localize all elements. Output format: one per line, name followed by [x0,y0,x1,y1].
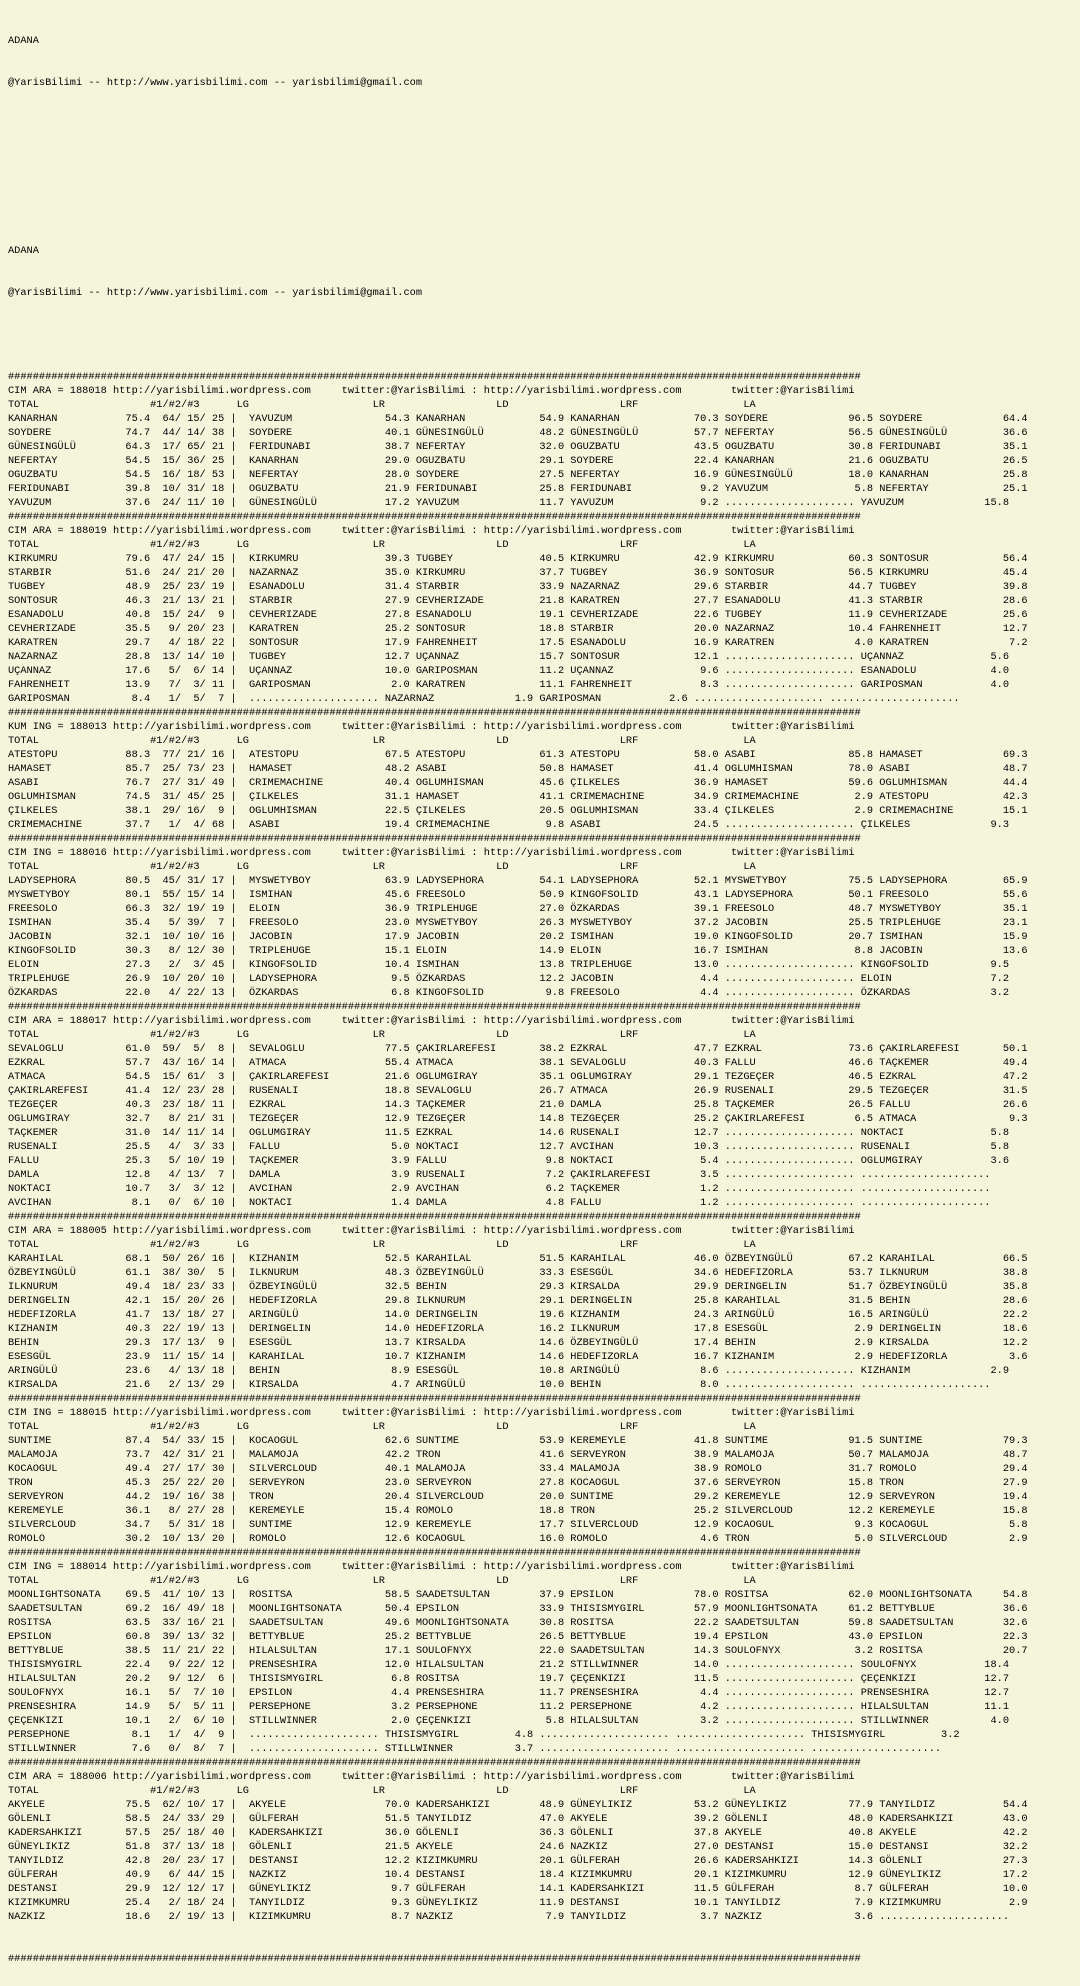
contact-line: @YarisBilimi -- http://www.yarisbilimi.com -- yarisbilimi@gmail.com [8,287,423,299]
column-header: TOTAL #1/#2/#3 LG LR LD LRF LA [8,1421,756,1433]
separator-line: ########################################################################################################################################## [8,1393,861,1405]
horse-row: KIRKUMRU 79.6 47/ 24/ 15 | KIRKUMRU 39.3 TUGBEY 40.5 KIRKUMRU 42.9 KIRKUMRU 60.3 SONTOSUR 56.4 [8,553,1028,565]
horse-row: KANARHAN 75.4 64/ 15/ 25 | YAVUZUM 54.3 KANARHAN 54.9 KANARHAN 70.3 SOYDERE 96.5 SOYDERE 64.4 [8,413,1028,425]
race-title: CIM ARA = 188019 http://yarisbilimi.wordpress.com twitter:@YarisBilimi : http://yarisbilimi.wordpress.com twitter:@YarisBilimi [8,525,855,537]
horse-row: OGLUMHISMAN 74.5 31/ 45/ 25 | ÇILKELES 31.1 HAMASET 41.1 CRIMEMACHINE 34.9 CRIMEMACHINE 2.9 ATESTOPU 42.3 [8,791,1028,803]
horse-row: ROMOLO 30.2 10/ 13/ 20 | ROMOLO 12.6 KOCAOGUL 16.0 ROMOLO 4.6 TRON 5.0 SILVERCLOUD 2.9 [8,1533,1028,1545]
race-title: KUM ING = 188013 http://yarisbilimi.wordpress.com twitter:@YarisBilimi : http://yarisbilimi.wordpress.com twitter:@YarisBilimi [8,721,855,733]
horse-row: BEHIN 29.3 17/ 13/ 9 | ESESGÜL 13.7 KIRSALDA 14.6 ÖZBEYINGÜLÜ 17.4 BEHIN 2.9 KIRSALDA 12.2 [8,1337,1028,1349]
horse-row: NAZKIZ 18.6 2/ 19/ 13 | KIZIMKUMRU 8.7 NAZKIZ 7.9 TANYILDIZ 3.7 NAZKIZ 3.6 ..................... [8,1911,1010,1923]
race-title: CIM ARA = 188006 http://yarisbilimi.wordpress.com twitter:@YarisBilimi : http://yarisbilimi.wordpress.com twitter:@YarisBilimi [8,1771,855,1783]
horse-row: SOYDERE 74.7 44/ 14/ 38 | SOYDERE 40.1 GÜNESINGÜLÜ 48.2 GÜNESINGÜLÜ 57.7 NEFERTAY 56.5 GÜNESINGÜLÜ 36.6 [8,427,1028,439]
race-title: CIM ING = 188015 http://yarisbilimi.wordpress.com twitter:@YarisBilimi : http://yarisbilimi.wordpress.com twitter:@YarisBilimi [8,1407,855,1419]
horse-row: SEVALOGLU 61.0 59/ 5/ 8 | SEVALOGLU 77.5 ÇAKIRLAREFESI 38.2 EZKRAL 47.7 EZKRAL 73.6 ÇAKIRLAREFESI 50.1 [8,1043,1028,1055]
separator-line: ########################################################################################################################################## [8,371,861,383]
horse-row: TRIPLEHUGE 26.9 10/ 20/ 10 | LADYSEPHORA 9.5 ÖZKARDAS 12.2 JACOBIN 4.4 ..................... ELOIN 7.2 [8,973,1010,985]
horse-row: PRENSESHIRA 14.9 5/ 5/ 11 | PERSEPHONE 3.2 PERSEPHONE 11.2 PERSEPHONE 4.2 ..................... HILALSULTAN 11.1 [8,1701,1010,1713]
column-header: TOTAL #1/#2/#3 LG LR LD LRF LA [8,399,756,411]
horse-row: KIZHANIM 40.3 22/ 19/ 13 | DERINGELIN 14.0 HEDEFIZORLA 16.2 ILKNURUM 17.8 ESESGÜL 2.9 DERINGELIN 18.6 [8,1323,1028,1335]
column-header: TOTAL #1/#2/#3 LG LR LD LRF LA [8,539,756,551]
column-header: TOTAL #1/#2/#3 LG LR LD LRF LA [8,1029,756,1041]
horse-row: KADERSAHKIZI 57.5 25/ 18/ 40 | KADERSAHKIZI 36.0 GÖLENLI 36.3 GÖLENLI 37.8 AKYELE 40.8 AKYELE 42.2 [8,1827,1028,1839]
horse-row: EPSILON 60.8 39/ 13/ 32 | BETTYBLUE 25.2 BETTYBLUE 26.5 BETTYBLUE 19.4 EPSILON 43.0 EPSILON 22.3 [8,1631,1028,1643]
horse-row: ESESGÜL 23.9 11/ 15/ 14 | KARAHILAL 10.7 KIZHANIM 14.6 HEDEFIZORLA 16.7 KIZHANIM 2.9 HEDEFIZORLA 3.6 [8,1351,1028,1363]
city-title: ADANA [8,245,39,257]
horse-row: HEDEFIZORLA 41.7 13/ 18/ 27 | ARINGÜLÜ 14.0 DERINGELIN 19.6 KIZHANIM 24.3 ARINGÜLÜ 16.5 ARINGÜLÜ 22.2 [8,1309,1028,1321]
separator-line: ########################################################################################################################################## [8,1757,861,1769]
horse-row: LADYSEPHORA 80.5 45/ 31/ 17 | MYSWETYBOY 63.9 LADYSEPHORA 54.1 LADYSEPHORA 52.1 MYSWETYBOY 75.5 LADYSEPHORA 65.9 [8,875,1028,887]
horse-row: ÇILKELES 38.1 29/ 16/ 9 | OGLUMHISMAN 22.5 ÇILKELES 20.5 OGLUMHISMAN 33.4 ÇILKELES 2.9 CRIMEMACHINE 15.1 [8,805,1028,817]
horse-row: CEVHERIZADE 35.5 9/ 20/ 23 | KARATREN 25.2 SONTOSUR 18.8 STARBIR 20.0 NAZARNAZ 10.4 FAHRENHEIT 12.7 [8,623,1028,635]
horse-row: ÇEÇENKIZI 10.1 2/ 6/ 10 | STILLWINNER 2.0 ÇEÇENKIZI 5.8 HILALSULTAN 3.2 ..................... STILLWINNER 4.0 [8,1715,1010,1727]
horse-row: JACOBIN 32.1 10/ 10/ 16 | JACOBIN 17.9 JACOBIN 20.2 ISMIHAN 19.0 KINGOFSOLID 20.7 ISMIHAN 15.9 [8,931,1028,943]
horse-row: ILKNURUM 49.4 18/ 23/ 33 | ÖZBEYINGÜLÜ 32.5 BEHIN 29.3 KIRSALDA 29.9 DERINGELIN 51.7 ÖZBEYINGÜLÜ 35.8 [8,1281,1028,1293]
horse-row: ATESTOPU 88.3 77/ 21/ 16 | ATESTOPU 67.5 ATESTOPU 61.3 ATESTOPU 58.0 ASABI 85.8 HAMASET 69.3 [8,749,1028,761]
separator-line: ########################################################################################################################################## [8,707,861,719]
horse-row: AVCIHAN 8.1 0/ 6/ 10 | NOKTACI 1.4 DAMLA 4.8 FALLU 1.2 ..................... ..................... [8,1197,991,1209]
horse-row: GARIPOSMAN 8.4 1/ 5/ 7 | ..................... NAZARNAZ 1.9 GARIPOSMAN 2.6 ..................... ..................... [8,693,960,705]
horse-row: KARATREN 29.7 4/ 18/ 22 | SONTOSUR 17.9 FAHRENHEIT 17.5 ESANADOLU 16.9 KARATREN 4.0 KARATREN 7.2 [8,637,1028,649]
horse-row: ATMACA 54.5 15/ 61/ 3 | ÇAKIRLAREFESI 21.6 OGLUMGIRAY 35.1 OGLUMGIRAY 29.1 TEZGEÇER 46.5 EZKRAL 47.2 [8,1071,1028,1083]
horse-row: MOONLIGHTSONATA 69.5 41/ 10/ 13 | ROSITSA 58.5 SAADETSULTAN 37.9 EPSILON 78.0 ROSITSA 62.0 MOONLIGHTSONATA 54.8 [8,1589,1028,1601]
horse-row: EZKRAL 57.7 43/ 16/ 14 | ATMACA 55.4 ATMACA 38.1 SEVALOGLU 40.3 FALLU 46.6 TAÇKEMER 49.4 [8,1057,1028,1069]
race-title: CIM ARA = 188017 http://yarisbilimi.wordpress.com twitter:@YarisBilimi : http://yarisbilimi.wordpress.com twitter:@YarisBilimi [8,1015,855,1027]
contact-line: @YarisBilimi -- http://www.yarisbilimi.com -- yarisbilimi@gmail.com [8,77,423,89]
separator-line: ########################################################################################################################################## [8,511,861,523]
horse-row: THISISMYGIRL 22.4 9/ 22/ 12 | PRENSESHIRA 12.0 HILALSULTAN 21.2 STILLWINNER 14.0 ..................... SOULOFNYX 18.4 [8,1659,1010,1671]
race-title: CIM ING = 188016 http://yarisbilimi.wordpress.com twitter:@YarisBilimi : http://yarisbilimi.wordpress.com twitter:@YarisBilimi [8,847,855,859]
separator-line: ########################################################################################################################################## [8,833,861,845]
horse-row: KARAHILAL 68.1 50/ 26/ 16 | KIZHANIM 52.5 KARAHILAL 51.5 KARAHILAL 46.0 ÖZBEYINGÜLÜ 67.2 KARAHILAL 66.5 [8,1253,1028,1265]
horse-row: OGLUMGIRAY 32.7 8/ 21/ 31 | TEZGEÇER 12.9 TEZGEÇER 14.8 TEZGEÇER 25.2 ÇAKIRLAREFESI 6.5 ATMACA 9.3 [8,1113,1028,1125]
race-title: CIM ARA = 188018 http://yarisbilimi.wordpress.com twitter:@YarisBilimi : http://yarisbilimi.wordpress.com twitter:@YarisBilimi [8,385,855,397]
horse-row: KINGOFSOLID 30.3 8/ 12/ 30 | TRIPLEHUGE 15.1 ELOIN 14.9 ELOIN 16.7 ISMIHAN 8.8 JACOBIN 13.6 [8,945,1028,957]
horse-row: GÜNESINGÜLÜ 64.3 17/ 65/ 21 | FERIDUNABI 38.7 NEFERTAY 32.0 OGUZBATU 43.5 OGUZBATU 30.8 FERIDUNABI 35.1 [8,441,1028,453]
horse-row: MYSWETYBOY 80.1 55/ 15/ 14 | ISMIHAN 45.6 FREESOLO 50.9 KINGOFSOLID 43.1 LADYSEPHORA 50.1 FREESOLO 55.6 [8,889,1028,901]
blank-line [8,160,1072,174]
race-title: CIM ING = 188014 http://yarisbilimi.wordpress.com twitter:@YarisBilimi : http://yarisbilimi.wordpress.com twitter:@YarisBilimi [8,1561,855,1573]
horse-row: SOULOFNYX 16.1 5/ 7/ 10 | EPSILON 4.4 PRENSESHIRA 11.7 PRENSESHIRA 4.4 ..................... PRENSESHIRA 12.7 [8,1687,1010,1699]
column-header: TOTAL #1/#2/#3 LG LR LD LRF LA [8,1785,756,1797]
horse-row: CRIMEMACHINE 37.7 1/ 4/ 68 | ASABI 19.4 CRIMEMACHINE 9.8 ASABI 24.5 ..................... ÇILKELES 9.3 [8,819,1010,831]
horse-row: MALAMOJA 73.7 42/ 31/ 21 | MALAMOJA 42.2 TRON 41.6 SERVEYRON 38.9 MALAMOJA 50.7 MALAMOJA 48.7 [8,1449,1028,1461]
horse-row: FREESOLO 66.3 32/ 19/ 19 | ELOIN 36.9 TRIPLEHUGE 27.0 ÖZKARDAS 39.1 FREESOLO 48.7 MYSWETYBOY 35.1 [8,903,1028,915]
horse-row: TUGBEY 48.9 25/ 23/ 19 | ESANADOLU 31.4 STARBIR 33.9 NAZARNAZ 29.6 STARBIR 44.7 TUGBEY 39.8 [8,581,1028,593]
horse-row: GÜLFERAH 40.9 6/ 44/ 15 | NAZKIZ 10.4 DESTANSI 18.4 KIZIMKUMRU 20.1 KIZIMKUMRU 12.9 GÜNEYLIKIZ 17.2 [8,1869,1028,1881]
horse-row: KIZIMKUMRU 25.4 2/ 18/ 24 | TANYILDIZ 9.3 GÜNEYLIKIZ 11.9 DESTANSI 10.1 TANYILDIZ 7.9 KIZIMKUMRU 2.9 [8,1897,1028,1909]
horse-row: DAMLA 12.8 4/ 13/ 7 | DAMLA 3.9 RUSENALI 7.2 ÇAKIRLAREFESI 3.5 ..................... ..................... [8,1169,991,1181]
horse-row: KIRSALDA 21.6 2/ 13/ 29 | KIRSALDA 4.7 ARINGÜLÜ 10.0 BEHIN 8.0 ..................... ..................... [8,1379,991,1391]
horse-row: ÖZBEYINGÜLÜ 61.1 38/ 30/ 5 | ILKNURUM 48.3 ÖZBEYINGÜLÜ 33.3 ESESGÜL 34.6 HEDEFIZORLA 53.7 ILKNURUM 38.8 [8,1267,1028,1279]
horse-row: AKYELE 75.5 62/ 10/ 17 | AKYELE 70.0 KADERSAHKIZI 48.9 GÜNEYLIKIZ 53.2 GÜNEYLIKIZ 77.9 TANYILDIZ 54.4 [8,1799,1028,1811]
horse-row: UÇANNAZ 17.6 5/ 6/ 14 | UÇANNAZ 10.0 GARIPOSMAN 11.2 UÇANNAZ 9.6 ..................... ESANADOLU 4.0 [8,665,1010,677]
horse-row: ÖZKARDAS 22.0 4/ 22/ 13 | ÖZKARDAS 6.8 KINGOFSOLID 9.8 FREESOLO 4.4 ..................... ÖZKARDAS 3.2 [8,987,1010,999]
blank-line [8,202,1072,216]
horse-row: SILVERCLOUD 34.7 5/ 31/ 18 | SUNTIME 12.9 KEREMEYLE 17.7 SILVERCLOUD 12.9 KOCAOGUL 9.3 KOCAOGUL 5.8 [8,1519,1028,1531]
horse-row: FERIDUNABI 39.8 10/ 31/ 18 | OGUZBATU 21.9 FERIDUNABI 25.8 FERIDUNABI 9.2 YAVUZUM 5.8 NEFERTAY 25.1 [8,483,1028,495]
separator-line: ########################################################################################################################################## [8,1547,861,1559]
horse-row: ASABI 76.7 27/ 31/ 49 | CRIMEMACHINE 40.4 OGLUMHISMAN 45.6 ÇILKELES 36.9 HAMASET 59.6 OGLUMHISMAN 44.4 [8,777,1028,789]
horse-row: ESANADOLU 40.8 15/ 24/ 9 | CEVHERIZADE 27.8 ESANADOLU 19.1 CEVHERIZADE 22.6 TUGBEY 11.9 CEVHERIZADE 25.6 [8,609,1028,621]
horse-row: RUSENALI 25.5 4/ 3/ 33 | FALLU 5.0 NOKTACI 12.7 AVCIHAN 10.3 ..................... RUSENALI 5.8 [8,1141,1010,1153]
horse-row: TEZGEÇER 40.3 23/ 18/ 11 | EZKRAL 14.3 TAÇKEMER 21.0 DAMLA 25.8 TAÇKEMER 26.5 FALLU 26.6 [8,1099,1028,1111]
horse-row: DESTANSI 29.9 12/ 12/ 17 | GÜNEYLIKIZ 9.7 GÜLFERAH 14.1 KADERSAHKIZI 11.5 GÜLFERAH 8.7 GÜLFERAH 10.0 [8,1883,1028,1895]
horse-row: TANYILDIZ 42.8 20/ 23/ 17 | DESTANSI 12.2 KIZIMKUMRU 20.1 GÜLFERAH 26.6 KADERSAHKIZI 14.3 GÖLENLI 27.3 [8,1855,1028,1867]
horse-row: DERINGELIN 42.1 15/ 20/ 26 | HEDEFIZORLA 29.8 ILKNURUM 29.1 DERINGELIN 25.8 KARAHILAL 31.5 BEHIN 28.6 [8,1295,1028,1307]
horse-row: GÖLENLI 58.5 24/ 33/ 29 | GÜLFERAH 51.5 TANYILDIZ 47.0 AKYELE 39.2 GÖLENLI 48.0 KADERSAHKIZI 43.0 [8,1813,1028,1825]
horse-row: BETTYBLUE 38.5 11/ 21/ 22 | HILALSULTAN 17.1 SOULOFNYX 22.0 SAADETSULTAN 14.3 SOULOFNYX 3.2 ROSITSA 20.7 [8,1645,1028,1657]
horse-row: FALLU 25.3 5/ 10/ 19 | TAÇKEMER 3.9 FALLU 9.8 NOKTACI 5.4 ..................... OGLUMGIRAY 3.6 [8,1155,1010,1167]
horse-row: ELOIN 27.3 2/ 3/ 45 | KINGOFSOLID 10.4 ISMIHAN 13.8 TRIPLEHUGE 13.0 ..................... KINGOFSOLID 9.5 [8,959,1010,971]
horse-row: HILALSULTAN 20.2 9/ 12/ 6 | THISISMYGIRL 6.8 ROSITSA 19.7 ÇEÇENKIZI 11.5 ..................... ÇEÇENKIZI 12.7 [8,1673,1010,1685]
horse-row: KEREMEYLE 36.1 8/ 27/ 28 | KEREMEYLE 15.4 ROMOLO 18.8 TRON 25.2 SILVERCLOUD 12.2 KEREMEYLE 15.8 [8,1505,1028,1517]
city-title: ADANA [8,35,39,47]
horse-row: NAZARNAZ 28.8 13/ 14/ 10 | TUGBEY 12.7 UÇANNAZ 15.7 SONTOSUR 12.1 ..................... UÇANNAZ 5.6 [8,651,1010,663]
horse-row: NEFERTAY 54.5 15/ 36/ 25 | KANARHAN 29.0 OGUZBATU 29.1 SOYDERE 22.4 KANARHAN 21.6 OGUZBATU 26.5 [8,455,1028,467]
horse-row: ISMIHAN 35.4 5/ 39/ 7 | FREESOLO 23.0 MYSWETYBOY 26.3 MYSWETYBOY 37.2 JACOBIN 25.5 TRIPLEHUGE 23.1 [8,917,1028,929]
horse-row: YAVUZUM 37.6 24/ 11/ 10 | GÜNESINGÜLÜ 17.2 YAVUZUM 11.7 YAVUZUM 9.2 ..................... YAVUZUM 15.8 [8,497,1010,509]
horse-row: ROSITSA 63.5 33/ 16/ 21 | SAADETSULTAN 49.6 MOONLIGHTSONATA 30.8 ROSITSA 22.2 SAADETSULTAN 59.8 SAADETSULTAN 32.6 [8,1617,1028,1629]
column-header: TOTAL #1/#2/#3 LG LR LD LRF LA [8,1239,756,1251]
separator-line: ########################################################################################################################################## [8,1953,861,1965]
horse-row: STILLWINNER 7.6 0/ 8/ 7 | ..................... STILLWINNER 3.7 ..................... ..................... ..................... [8,1743,942,1755]
horse-row: SUNTIME 87.4 54/ 33/ 15 | KOCAOGUL 62.6 SUNTIME 53.9 KEREMEYLE 41.8 SUNTIME 91.5 SUNTIME 79.3 [8,1435,1028,1447]
separator-line: ########################################################################################################################################## [8,1211,861,1223]
horse-row: ÇAKIRLAREFESI 41.4 12/ 23/ 28 | RUSENALI 18.8 SEVALOGLU 26.7 ATMACA 26.9 RUSENALI 29.5 TEZGEÇER 31.5 [8,1085,1028,1097]
horse-row: SAADETSULTAN 69.2 16/ 49/ 18 | MOONLIGHTSONATA 50.4 EPSILON 33.9 THISISMYGIRL 57.9 MOONLIGHTSONATA 61.2 BETTYBLUE 36.6 [8,1603,1028,1615]
column-header: TOTAL #1/#2/#3 LG LR LD LRF LA [8,861,756,873]
horse-row: KOCAOGUL 49.4 27/ 17/ 30 | SILVERCLOUD 40.1 MALAMOJA 33.4 MALAMOJA 38.9 ROMOLO 31.7 ROMOLO 29.4 [8,1463,1028,1475]
horse-row: GÜNEYLIKIZ 51.8 37/ 13/ 18 | GÖLENLI 21.5 AKYELE 24.6 NAZKIZ 27.0 DESTANSI 15.0 DESTANSI 32.2 [8,1841,1028,1853]
column-header: TOTAL #1/#2/#3 LG LR LD LRF LA [8,735,756,747]
horse-row: PERSEPHONE 8.1 1/ 4/ 9 | ..................... THISISMYGIRL 4.8 ..................... ..................... THISISMYGIRL 3.2 [8,1729,960,1741]
horse-row: TRON 45.3 25/ 22/ 20 | SERVEYRON 23.0 SERVEYRON 27.8 KOCAOGUL 37.6 SERVEYRON 15.8 TRON 27.9 [8,1477,1028,1489]
horse-row: SERVEYRON 44.2 19/ 16/ 38 | TRON 20.4 SILVERCLOUD 20.0 SUNTIME 29.2 KEREMEYLE 12.9 SERVEYRON 19.4 [8,1491,1028,1503]
race-list [8,370,1072,1924]
horse-row: ARINGÜLÜ 23.6 4/ 13/ 18 | BEHIN 8.9 ESESGÜL 10.8 ARINGÜLÜ 8.6 ..................... KIZHANIM 2.9 [8,1365,1010,1377]
horse-row: OGUZBATU 54.5 16/ 18/ 53 | NEFERTAY 28.0 SOYDERE 27.5 NEFERTAY 16.9 GÜNESINGÜLÜ 18.0 KANARHAN 25.8 [8,469,1028,481]
horse-row: NOKTACI 10.7 3/ 3/ 12 | AVCIHAN 2.9 AVCIHAN 6.2 TAÇKEMER 1.2 ..................... ..................... [8,1183,991,1195]
horse-row: FAHRENHEIT 13.9 7/ 3/ 11 | GARIPOSMAN 2.0 KARATREN 11.1 FAHRENHEIT 8.3 ..................... GARIPOSMAN 4.0 [8,679,1010,691]
separator-line: ########################################################################################################################################## [8,1001,861,1013]
race-title: CIM ARA = 188005 http://yarisbilimi.wordpress.com twitter:@YarisBilimi : http://yarisbilimi.wordpress.com twitter:@YarisBilimi [8,1225,855,1237]
blank-line [8,118,1072,132]
horse-row: STARBIR 51.6 24/ 21/ 20 | NAZARNAZ 35.0 KIRKUMRU 37.7 TUGBEY 36.9 SONTOSUR 56.5 KIRKUMRU 45.4 [8,567,1028,579]
blank-line [8,328,1072,342]
horse-row: TAÇKEMER 31.0 14/ 11/ 14 | OGLUMGIRAY 11.5 EZKRAL 14.6 RUSENALI 12.7 ..................... NOKTACI 5.8 [8,1127,1010,1139]
horse-row: HAMASET 85.7 25/ 73/ 23 | HAMASET 48.2 ASABI 50.8 HAMASET 41.4 OGLUMHISMAN 78.0 ASABI 48.7 [8,763,1028,775]
column-header: TOTAL #1/#2/#3 LG LR LD LRF LA [8,1575,756,1587]
horse-row: SONTOSUR 46.3 21/ 13/ 21 | STARBIR 27.9 CEVHERIZADE 21.8 KARATREN 27.7 ESANADOLU 41.3 STARBIR 28.6 [8,595,1028,607]
